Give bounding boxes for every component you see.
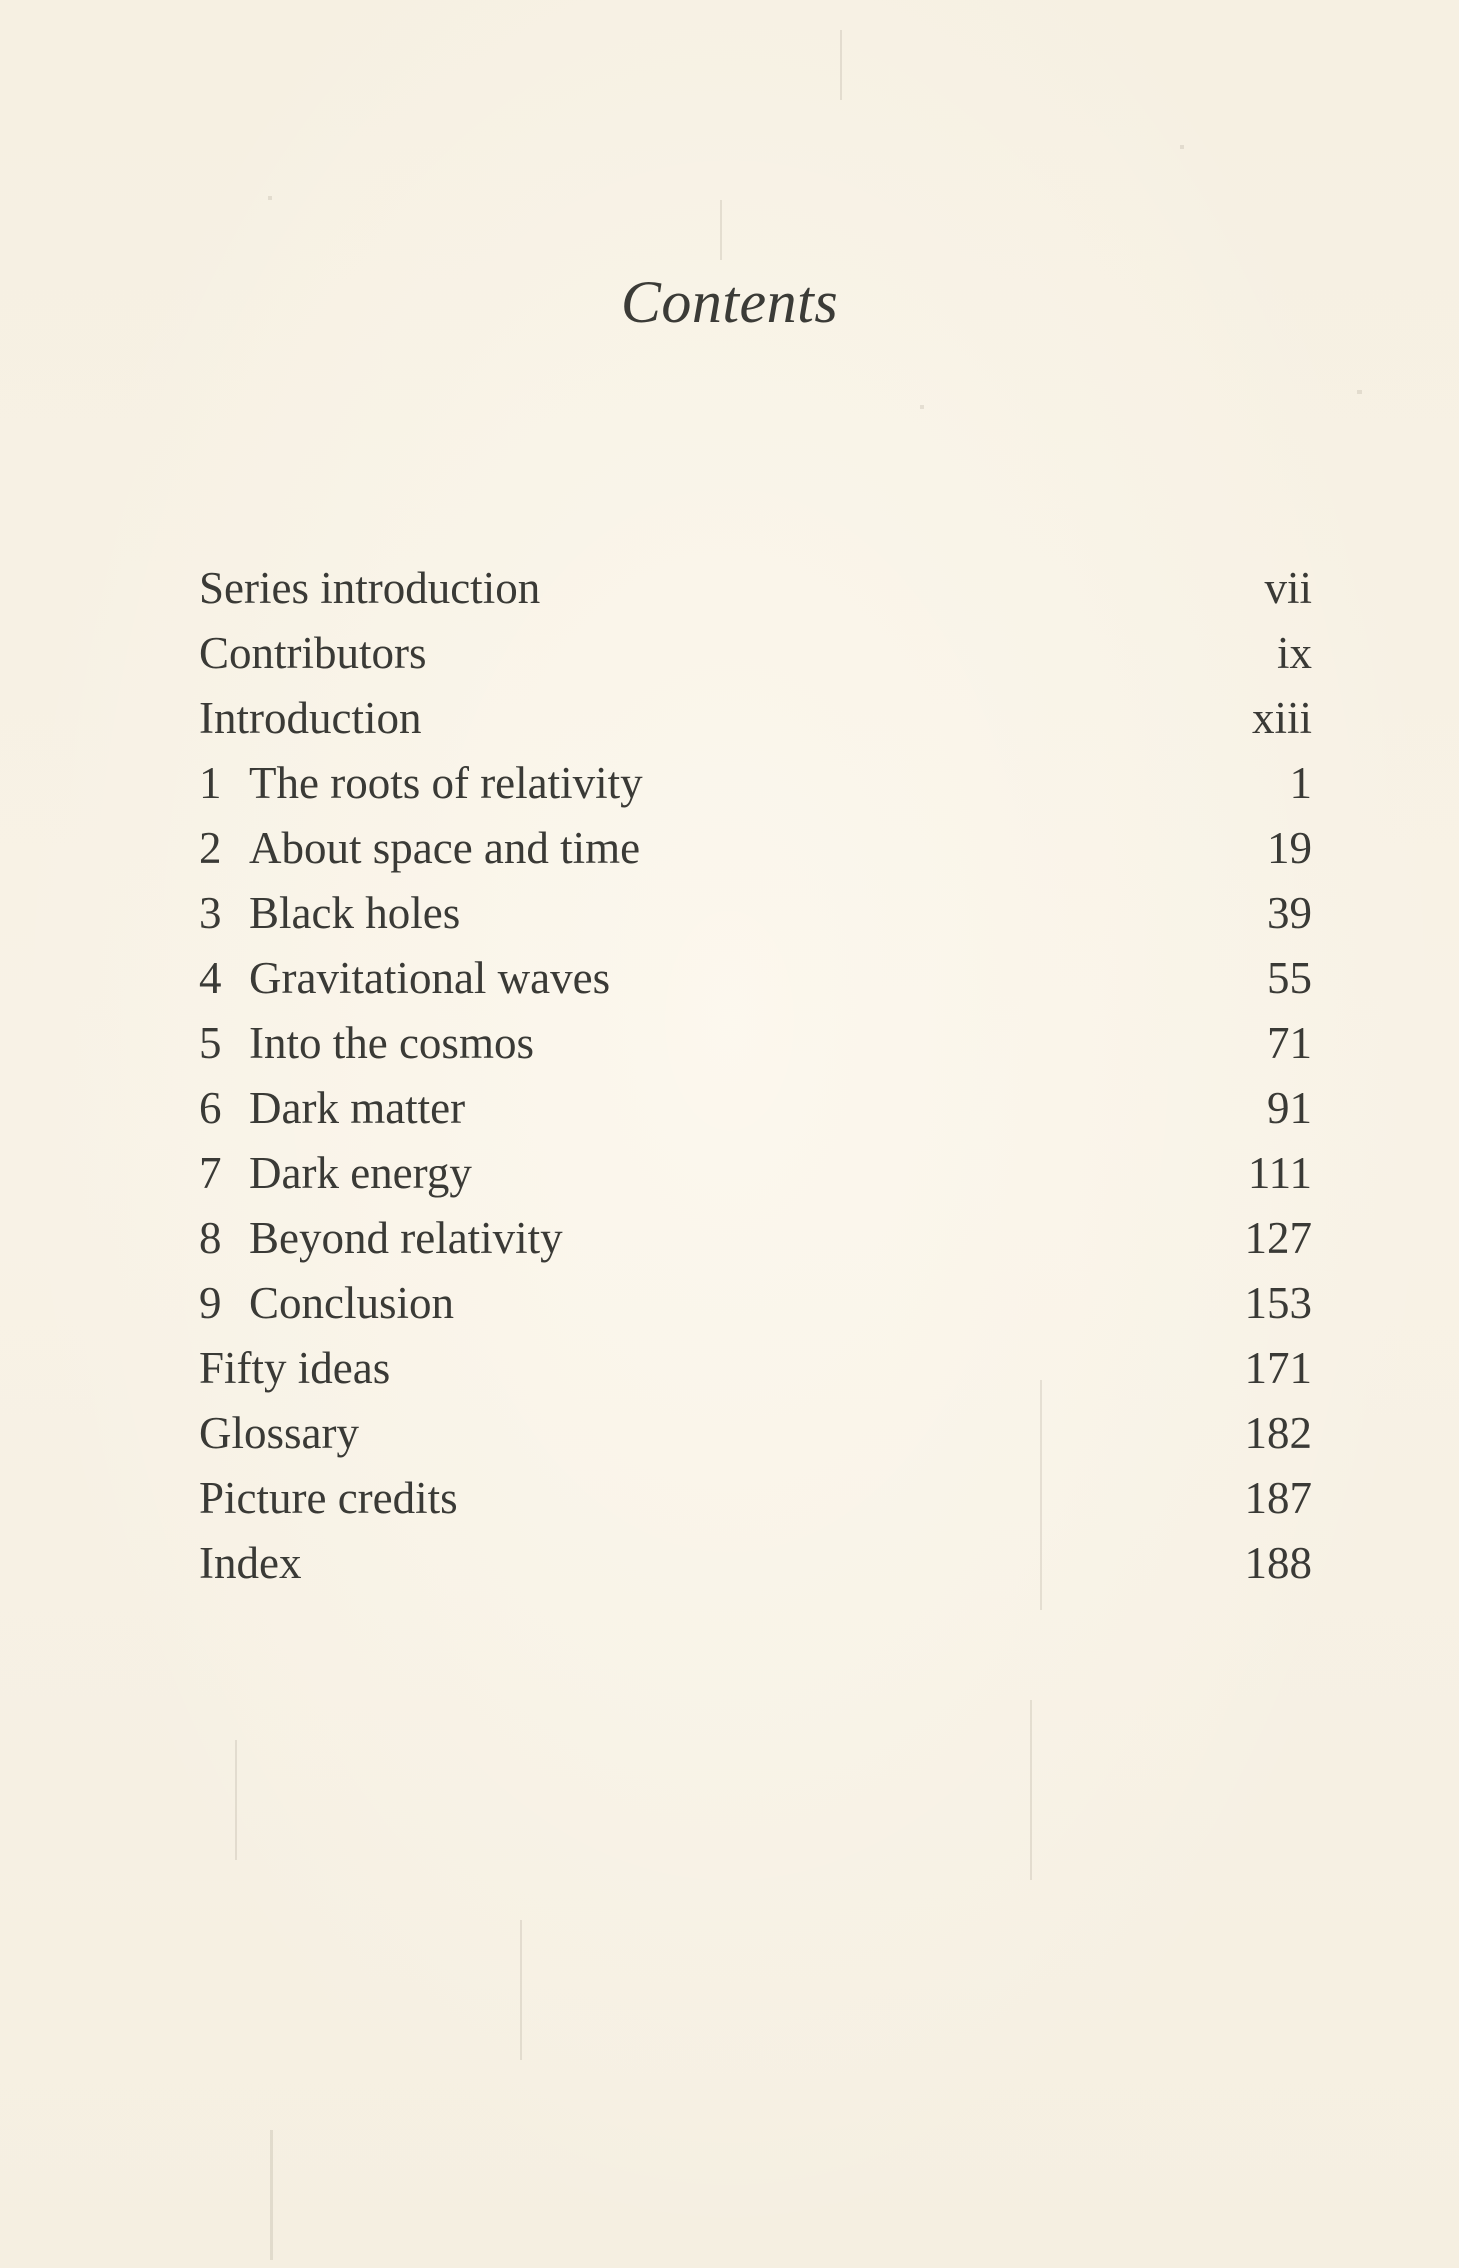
page-number: 171 xyxy=(1244,1343,1312,1393)
page-number: 187 xyxy=(1244,1473,1312,1523)
toc-entry xyxy=(199,816,1312,881)
chapter-number: 8 xyxy=(199,1213,222,1263)
toc-entry xyxy=(199,1206,1312,1271)
chapter-number: 4 xyxy=(199,953,222,1003)
page-number: 127 xyxy=(1244,1213,1312,1263)
entry-title: The roots of relativity xyxy=(249,758,643,808)
paper-speck xyxy=(920,405,924,409)
chapter-number: 6 xyxy=(199,1083,222,1133)
chapter-number: 1 xyxy=(199,758,222,808)
chapter-number: 5 xyxy=(199,1018,222,1068)
paper-speck xyxy=(1180,145,1184,149)
toc-entry xyxy=(199,556,1312,621)
toc-entry xyxy=(199,1466,1312,1531)
entry-title: Series introduction xyxy=(199,563,541,613)
chapter-number: 3 xyxy=(199,888,222,938)
page-number: 153 xyxy=(1244,1278,1312,1328)
entry-title: Index xyxy=(199,1538,302,1588)
page-number: 39 xyxy=(1267,888,1312,938)
page-title: Contents xyxy=(620,269,839,335)
toc-entry xyxy=(199,1011,1312,1076)
toc-entry xyxy=(199,1401,1312,1466)
entry-title: Fifty ideas xyxy=(199,1343,391,1393)
page-number: vii xyxy=(1264,563,1312,613)
entry-title: Contributors xyxy=(199,628,427,678)
toc-entry xyxy=(199,751,1312,816)
entry-title: Picture credits xyxy=(199,1473,458,1523)
toc-entry xyxy=(199,686,1312,751)
entry-title: Black holes xyxy=(249,888,461,938)
entry-title: Conclusion xyxy=(249,1278,455,1328)
entry-title: Dark matter xyxy=(249,1083,466,1133)
page-number: 91 xyxy=(1267,1083,1312,1133)
page-number: 111 xyxy=(1247,1148,1312,1198)
entry-title: Introduction xyxy=(199,693,422,743)
page-number: 19 xyxy=(1267,823,1312,873)
page-number: 188 xyxy=(1244,1538,1312,1588)
paper-speck xyxy=(1357,390,1362,394)
toc-entry xyxy=(199,1531,1312,1596)
paper-crease xyxy=(270,2130,273,2260)
chapter-number: 7 xyxy=(199,1148,222,1198)
table-of-contents xyxy=(199,556,1312,1596)
entry-title: Dark energy xyxy=(249,1148,472,1198)
page-number: 182 xyxy=(1244,1408,1312,1458)
paper-crease xyxy=(1030,1700,1032,1880)
page-number: 1 xyxy=(1289,758,1312,808)
page-number: 71 xyxy=(1267,1018,1312,1068)
entry-title: Into the cosmos xyxy=(249,1018,534,1068)
page-number: ix xyxy=(1276,628,1312,678)
chapter-number: 9 xyxy=(199,1278,222,1328)
paper-speck xyxy=(268,196,272,200)
chapter-number: 2 xyxy=(199,823,222,873)
page-number: 55 xyxy=(1267,953,1312,1003)
toc-entry xyxy=(199,1271,1312,1336)
paper-crease xyxy=(840,30,842,100)
toc-entry xyxy=(199,1076,1312,1141)
entry-title: Gravitational waves xyxy=(249,953,611,1003)
entry-title: Glossary xyxy=(199,1408,359,1458)
paper-crease xyxy=(235,1740,237,1860)
toc-entry xyxy=(199,621,1312,686)
entry-title: About space and time xyxy=(249,823,641,873)
entry-title: Beyond relativity xyxy=(249,1213,563,1263)
toc-entry xyxy=(199,1141,1312,1206)
page-number: xiii xyxy=(1251,693,1312,743)
toc-entry xyxy=(199,1336,1312,1401)
toc-entry xyxy=(199,881,1312,946)
paper-crease xyxy=(720,200,722,260)
paper-crease xyxy=(520,1920,522,2060)
toc-entry xyxy=(199,946,1312,1011)
